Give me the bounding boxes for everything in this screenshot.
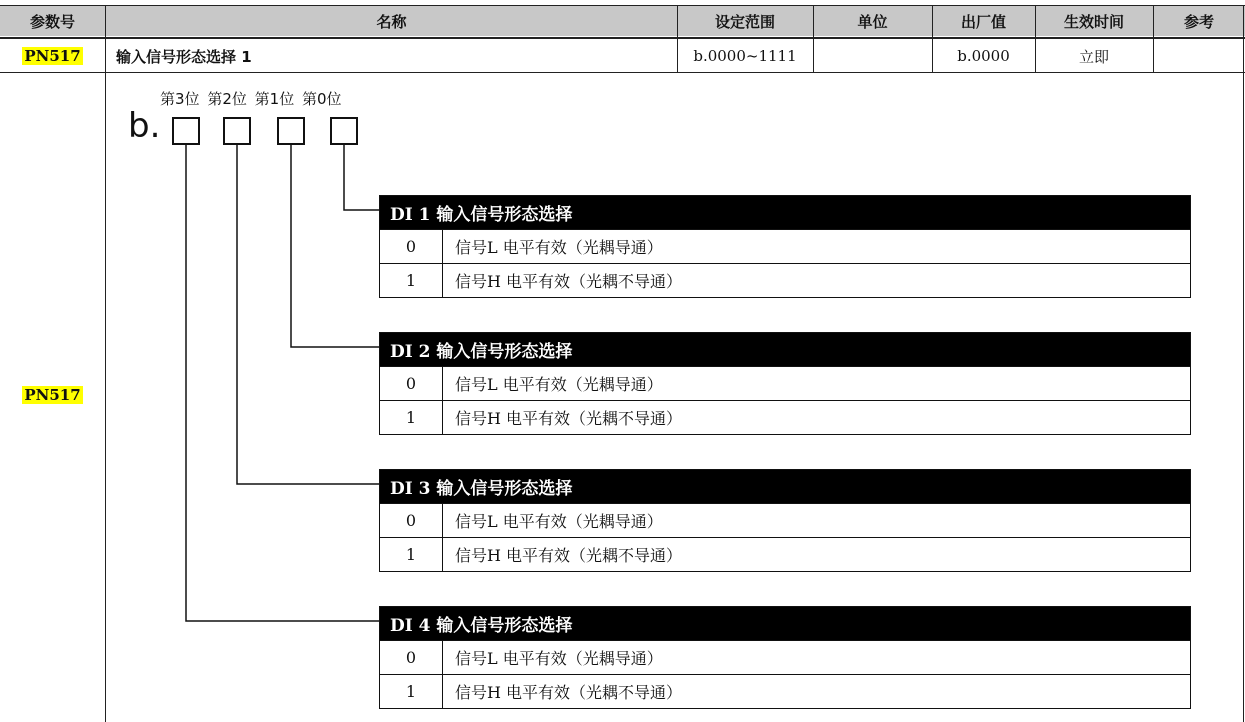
param-name: 输入信号形态选择 1 bbox=[116, 47, 252, 66]
option-table-di4 bbox=[379, 606, 1191, 709]
param-range: b.0000~1111 bbox=[693, 47, 797, 65]
header-param-no: 参数号 bbox=[29, 12, 75, 31]
table-row: 0 信号L 电平有效（光耦导通） bbox=[380, 640, 1190, 674]
bit1-label: 第1位 bbox=[254, 90, 295, 108]
option-table-title: DI 4 输入信号形态选择 bbox=[380, 607, 1190, 640]
option-table-title: DI 1 输入信号形态选择 bbox=[380, 196, 1190, 229]
table-row: 0 信号L 电平有效（光耦导通） bbox=[380, 366, 1190, 400]
table-row: 1 信号H 电平有效（光耦不导通） bbox=[380, 537, 1190, 571]
option-table-di3 bbox=[379, 469, 1191, 572]
binary-prefix: b. bbox=[128, 106, 161, 146]
header-name: 名称 bbox=[376, 12, 407, 31]
bit3-label: 第3位 bbox=[160, 90, 200, 108]
header-effective: 生效时间 bbox=[1063, 12, 1124, 31]
row-param-id: PN517 bbox=[24, 386, 81, 404]
option-table-title: DI 2 输入信号形态选择 bbox=[380, 333, 1190, 366]
table-row: 0 信号L 电平有效（光耦导通） bbox=[380, 229, 1190, 263]
header-reference: 参考 bbox=[1183, 12, 1214, 31]
table-row: 1 信号H 电平有效（光耦不导通） bbox=[380, 674, 1190, 708]
table-row: 1 信号H 电平有效（光耦不导通） bbox=[380, 263, 1190, 297]
option-table-di2 bbox=[379, 332, 1191, 435]
header-range: 设定范围 bbox=[714, 12, 775, 31]
table-row: 0 信号L 电平有效（光耦导通） bbox=[380, 503, 1190, 537]
option-table-title: DI 3 输入信号形态选择 bbox=[380, 470, 1190, 503]
table-row: 1 信号H 电平有效（光耦不导通） bbox=[380, 400, 1190, 434]
param-effective: 立即 bbox=[1078, 47, 1109, 66]
param-default: b.0000 bbox=[957, 47, 1010, 65]
header-unit: 单位 bbox=[857, 12, 888, 31]
bit0-label: 第0位 bbox=[301, 90, 342, 108]
option-table-di1 bbox=[379, 195, 1191, 298]
bit2-label: 第2位 bbox=[207, 90, 247, 108]
header-default: 出厂值 bbox=[960, 12, 1006, 31]
param-id: PN517 bbox=[24, 47, 81, 65]
